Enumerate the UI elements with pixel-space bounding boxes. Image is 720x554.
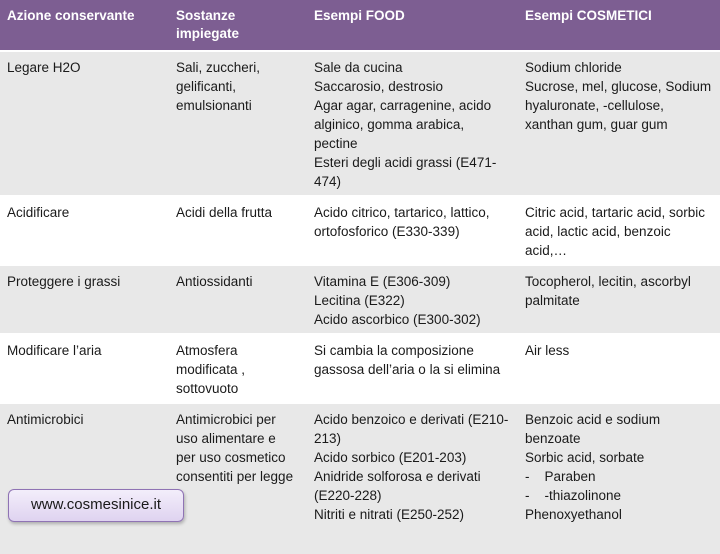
cell-cosmetici: [518, 403, 720, 554]
cell-sostanze: Acidi della frutta: [169, 196, 307, 265]
cosmetici-line: Citric acid, tartaric acid, sorbic acid, lactic acid, benzoic acid,…: [525, 205, 706, 258]
cell-azione: Legare H2O: [0, 51, 169, 196]
table-row: [0, 334, 720, 403]
table-row: [0, 51, 720, 196]
cell-food: [307, 334, 518, 403]
food-line: Acido ascorbico (E300-302): [314, 312, 481, 327]
cosmetici-line: Sodium chloride: [525, 60, 622, 75]
cell-azione: Acidificare: [0, 196, 169, 265]
cell-azione: Modificare l’aria: [0, 334, 169, 403]
header-sostanze: Sostanze impiegate: [169, 0, 307, 51]
cell-sostanze: Atmosfera modificata , sottovuoto: [169, 334, 307, 403]
cosmetici-line: Phenoxyethanol: [525, 507, 622, 522]
food-line: Anidride solforosa e derivati (E220-228): [314, 469, 481, 503]
cell-sostanze: Antiossidanti: [169, 265, 307, 334]
food-line: Nitriti e nitrati (E250-252): [314, 507, 465, 522]
website-badge: www.cosmesinice.it: [8, 489, 184, 522]
food-line: Si cambia la composizione gassosa dell’aria o la si elimina: [314, 343, 501, 377]
cosmetici-bullet: - Paraben: [525, 469, 596, 484]
cell-cosmetici: [518, 265, 720, 334]
table-row: [0, 265, 720, 334]
food-line: Acido citrico, tartarico, lattico, ortofosforico (E330-339): [314, 205, 490, 239]
table-header-row: [0, 0, 720, 51]
table-row: [0, 403, 720, 554]
cell-sostanze: Antimicrobici per uso alimentare e per uso cosmetico consentiti per legge: [169, 403, 307, 554]
cell-cosmetici: [518, 196, 720, 265]
header-cosmetici: Esempi COSMETICI: [518, 0, 720, 51]
cell-food: [307, 196, 518, 265]
food-line: Acido sorbico (E201-203): [314, 450, 467, 465]
cell-food: [307, 51, 518, 196]
cosmetici-line: Benzoic acid e sodium benzoate: [525, 412, 661, 446]
food-line: Esteri degli acidi grassi (E471-474): [314, 155, 497, 189]
cell-azione: Antimicrobici: [0, 403, 169, 554]
header-food: Esempi FOOD: [307, 0, 518, 51]
food-line: Acido benzoico e derivati (E210- 213): [314, 412, 509, 446]
food-line: Saccarosio, destrosio: [314, 79, 444, 94]
cell-azione: Proteggere i grassi: [0, 265, 169, 334]
food-line: Lecitina (E322): [314, 293, 405, 308]
cosmetici-line: Sucrose, mel, glucose, Sodium hyaluronate, -cellulose, xanthan gum, guar gum: [525, 79, 712, 132]
cell-cosmetici: [518, 51, 720, 196]
cell-sostanze: Sali, zuccheri, gelificanti, emulsionanti: [169, 51, 307, 196]
food-line: Agar agar, carragenine, acido alginico, gomma arabica, pectine: [314, 98, 492, 151]
cell-cosmetici: [518, 334, 720, 403]
cell-food: [307, 403, 518, 554]
food-line: Vitamina E (E306-309): [314, 274, 451, 289]
header-azione: Azione conservante: [0, 0, 169, 51]
cosmetici-bullet: - -thiazolinone: [525, 488, 622, 503]
cosmetici-line: Air less: [525, 343, 570, 358]
cosmetici-line: Tocopherol, lecitin, ascorbyl palmitate: [525, 274, 691, 308]
cosmetici-line: Sorbic acid, sorbate: [525, 450, 645, 465]
cell-food: [307, 265, 518, 334]
food-line: Sale da cucina: [314, 60, 403, 75]
table-row: [0, 196, 720, 265]
